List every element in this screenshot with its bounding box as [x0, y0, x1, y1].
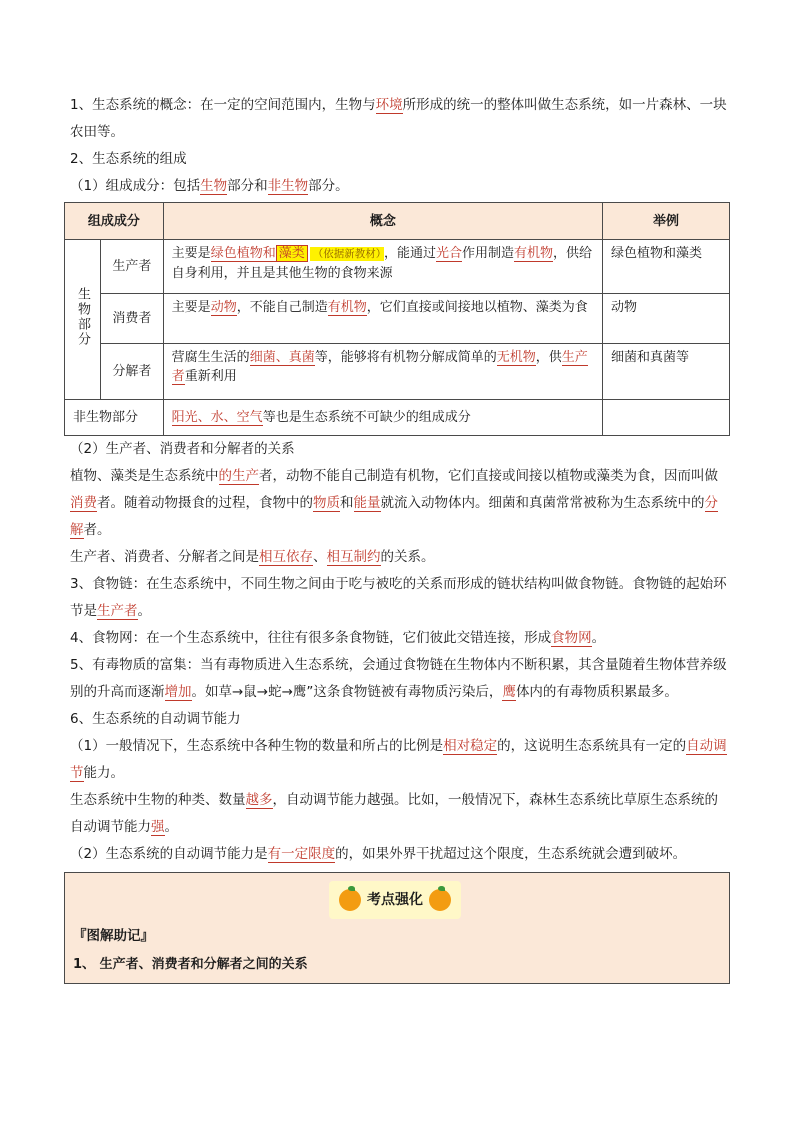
row-label-producer: 生产者: [101, 240, 164, 294]
paragraph-food-web: 4、食物网：在一个生态系统中，往往有很多条食物链，它们彼此交错连接，形成食物网。: [70, 630, 606, 646]
memory-aid-item: 1、 生产者、消费者和分解者之间的关系: [73, 957, 308, 972]
emphasis: 生物: [200, 178, 228, 194]
row-label-consumer: 消费者: [101, 294, 164, 344]
emphasis: 非生物: [267, 178, 309, 194]
paragraph-limit: （2）生态系统的自动调节能力是有一定限度的，如果外界干扰超过这个限度，生态系统就会遭到破坏。: [70, 846, 687, 862]
consumer-example: 动物: [603, 294, 730, 344]
emphasis: 环境: [375, 97, 403, 113]
paragraph-components: （1）组成成分：包括生物部分和非生物部分。: [70, 178, 349, 194]
paragraph-interdependence: 生产者、消费者、分解者之间是相互依存、相互制约的关系。: [70, 549, 435, 565]
consumer-concept: 主要是动物，不能自己制造有机物，它们直接或间接地以植物、藻类为食: [163, 294, 602, 344]
paragraph-ecosystem-concept: 1、生态系统的概念：在一定的空间范围内，生物与环境所形成的统一的整体叫做生态系统，如一片森林、一块农田等。: [70, 97, 727, 140]
memory-aid-heading: 『图解助记』: [73, 928, 154, 944]
abiotic-concept: 阳光、水、空气等也是生态系统不可缺少的组成成分: [163, 400, 602, 436]
table-header-row: [65, 203, 730, 240]
header-component: 组成成分: [65, 203, 164, 240]
composition-table: [64, 202, 730, 436]
key-points-box: [64, 872, 730, 984]
producer-example: 绿色植物和藻类: [603, 240, 730, 294]
table-row: [65, 400, 730, 436]
paragraph-bioaccumulation: 5、有毒物质的富集：当有毒物质进入生态系统，会通过食物链在生物体内不断积累，其含量随着生物体营养级别的升高而逐渐增加。如草→鼠→蛇→鹰”这条食物链被有毒物质污染后，鹰体内的有毒物质积累最多。: [70, 657, 727, 700]
header-concept: 概念: [163, 203, 602, 240]
heading-ecosystem-composition: 2、生态系统的组成: [70, 151, 187, 167]
table-row: [65, 294, 730, 344]
orange-icon: [429, 889, 451, 911]
key-points-badge: 考点强化: [329, 881, 461, 919]
row-label-abiotic: 非生物部分: [65, 400, 164, 436]
paragraph-relationship: 植物、藻类是生态系统中的生产者，动物不能自己制造有机物，它们直接或间接以植物或藻类为食，因而叫做消费者。随着动物摄食的过程，食物中的物质和能量就流入动物体内。细菌和真菌常常被称为生态系统中的分解者。: [70, 468, 718, 538]
table-row: [65, 344, 730, 400]
heading-relationship: （2）生产者、消费者和分解者的关系: [70, 441, 295, 457]
paragraph-food-chain: 3、食物链：在生态系统中，不同生物之间由于吃与被吃的关系而形成的链状结构叫做食物链。食物链的起始环节是生产者。: [70, 576, 727, 619]
group-label-biotic: 生物部分: [65, 240, 101, 400]
orange-icon: [339, 889, 361, 911]
row-label-decomposer: 分解者: [101, 344, 164, 400]
header-example: 举例: [603, 203, 730, 240]
abiotic-example: [603, 400, 730, 436]
paragraph-stability: （1）一般情况下，生态系统中各种生物的数量和所占的比例是相对稳定的，这说明生态系统具有一定的自动调节能力。: [70, 738, 727, 781]
paragraph-diversity: 生态系统中生物的种类、数量越多，自动调节能力越强。比如，一般情况下，森林生态系统比草原生态系统的自动调节能力强。: [70, 792, 718, 835]
decomposer-concept: 营腐生生活的细菌、真菌等，能够将有机物分解成简单的无机物，供生产者重新利用: [163, 344, 602, 400]
producer-concept: 主要是绿色植物和 藻类 （依据新教材） ，能通过光合作用制造有机物，供给自身利用，并且是其他生物的食物来源: [163, 240, 602, 294]
table-row: [65, 240, 730, 294]
heading-self-regulation: 6、生态系统的自动调节能力: [70, 711, 241, 727]
document-body: [70, 92, 730, 984]
decomposer-example: 细菌和真菌等: [603, 344, 730, 400]
